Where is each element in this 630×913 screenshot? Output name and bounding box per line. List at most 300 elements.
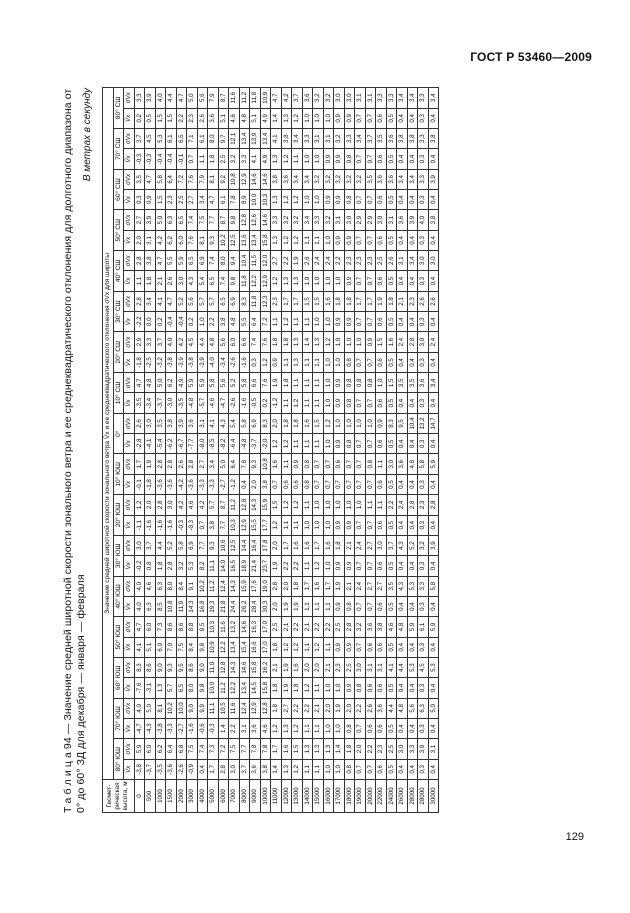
mean-value-cell: 2,0 xyxy=(271,596,282,616)
altitude-cell: 28000 xyxy=(407,780,418,813)
mean-value-cell: 1,0 xyxy=(323,108,334,128)
mean-value-cell: -1,2 xyxy=(229,474,240,494)
mean-value-cell: 6,5 xyxy=(208,271,219,291)
sigma-value-cell: 5,8 xyxy=(208,373,219,393)
mean-value-cell: 2,0 xyxy=(250,474,261,494)
mean-value-cell: -6,4 xyxy=(229,434,240,454)
mean-value-cell: 0,5 xyxy=(386,515,397,535)
sigma-value-cell: 4,3 xyxy=(397,576,408,596)
sigma-value-cell: 14,6 xyxy=(260,210,271,230)
mean-value-cell: 12,9 xyxy=(260,271,271,291)
mean-value-cell: -3,7 xyxy=(250,434,261,454)
mean-value-cell: -0,4 xyxy=(176,312,187,332)
mean-value-cell: 0,6 xyxy=(376,271,387,291)
mean-value-cell: 0,2 xyxy=(134,108,145,128)
sigma-value-cell: 3,3 xyxy=(418,576,429,596)
mean-value-cell: 0,6 xyxy=(376,434,387,454)
sigma-value-cell: 2,9 xyxy=(134,332,145,352)
mean-value-cell: 0,7 xyxy=(355,190,366,210)
mean-value-cell: 1,0 xyxy=(197,312,208,332)
sigma-value-cell: 3,1 xyxy=(355,87,366,108)
sigma-value-cell: 5,8 xyxy=(155,169,166,189)
sigma-value-cell: 1,9 xyxy=(334,698,345,718)
mean-value-cell: 1,8 xyxy=(155,556,166,576)
mean-value-cell: 1,1 xyxy=(313,352,324,372)
sigma-value-cell: 3,2 xyxy=(323,210,334,230)
sigma-value-cell: 3,8 xyxy=(428,129,439,149)
mean-value-cell: -3,8 xyxy=(187,352,198,372)
mean-value-cell: 1,9 xyxy=(292,596,303,616)
mean-value-cell: 0,5 xyxy=(386,474,397,494)
mean-value-cell: 4,3 xyxy=(187,271,198,291)
sigma-value-cell: 1,7 xyxy=(281,291,292,311)
sigma-value-cell: 4,4 xyxy=(197,332,208,352)
sigma-value-cell: 0,6 xyxy=(334,454,345,474)
mean-value-cell: 7,8 xyxy=(229,190,240,210)
mean-value-cell: 1,0 xyxy=(302,271,313,291)
sigma-value-cell: 5,6 xyxy=(187,291,198,311)
sigma-value-cell: 8,8 xyxy=(187,617,198,637)
mean-value-cell: -0,3 xyxy=(134,149,145,169)
altitude-cell: 14000 xyxy=(302,780,313,813)
latitude-header: 30° ЮШ xyxy=(113,535,124,576)
altitude-cell: 16000 xyxy=(323,780,334,813)
sigma-value-cell: 1,0 xyxy=(365,413,376,433)
sigma-value-cell: 3,8 xyxy=(281,129,292,149)
mean-value-cell: 5,1 xyxy=(145,637,156,657)
sigma-value-cell: 7,7 xyxy=(197,535,208,555)
mean-value-cell: 7,4 xyxy=(218,271,229,291)
sigma-value-cell: 6,1 xyxy=(166,129,177,149)
sigma-value-cell: 2,9 xyxy=(355,210,366,230)
sigma-value-cell: 9,3 xyxy=(250,454,261,474)
sigma-value-cell: 4,2 xyxy=(176,332,187,352)
mean-value-cell: 2,2 xyxy=(292,556,303,576)
altitude-cell: 6000 xyxy=(218,780,229,813)
mean-subheader: V̄x xyxy=(124,718,135,738)
mean-value-cell: 0,7 xyxy=(355,393,366,413)
altitude-cell: 500 xyxy=(145,780,156,813)
sigma-value-cell: 3,4 xyxy=(302,169,313,189)
mean-value-cell: 0,4 xyxy=(428,596,439,616)
mean-value-cell: 0,8 xyxy=(344,434,355,454)
mean-subheader: V̄x xyxy=(124,149,135,169)
mean-value-cell: 1,1 xyxy=(292,434,303,454)
mean-value-cell: 1,1 xyxy=(292,515,303,535)
sigma-value-cell: 7,3 xyxy=(155,617,166,637)
sigma-value-cell: 5,3 xyxy=(428,657,439,677)
mean-value-cell: 23,7 xyxy=(260,556,271,576)
mean-value-cell: 13,4 xyxy=(239,678,250,698)
mean-value-cell: 0,4 xyxy=(407,149,418,169)
mean-value-cell: 0,7 xyxy=(355,556,366,576)
mean-value-cell: 0,6 xyxy=(281,474,292,494)
mean-value-cell: -0,3 xyxy=(176,515,187,535)
sigma-value-cell: 1,6 xyxy=(281,739,292,759)
sigma-value-cell: 2,8 xyxy=(155,454,166,474)
sigma-value-cell: 2,2 xyxy=(281,251,292,271)
sigma-value-cell: 4,4 xyxy=(166,87,177,108)
sigma-value-cell: 6,3 xyxy=(418,698,429,718)
sigma-value-cell: 12,6 xyxy=(250,210,261,230)
mean-value-cell: 8,1 xyxy=(197,230,208,250)
sigma-value-cell: 1,8 xyxy=(292,413,303,433)
sigma-value-cell: 5,6 xyxy=(218,373,229,393)
sigma-value-cell: 2,3 xyxy=(376,739,387,759)
sigma-value-cell: 1,5 xyxy=(313,413,324,433)
mean-value-cell: 10,9 xyxy=(208,637,219,657)
mean-value-cell: 0,7 xyxy=(355,759,366,779)
sigma-value-cell: 1,9 xyxy=(292,251,303,271)
mean-value-cell: -8,2 xyxy=(218,434,229,454)
sigma-value-cell: 3,3 xyxy=(313,210,324,230)
sigma-value-cell: 2,5 xyxy=(386,739,397,759)
mean-value-cell: -4,3 xyxy=(145,718,156,738)
mean-value-cell: 0,8 xyxy=(145,556,156,576)
sigma-value-cell: 4,9 xyxy=(176,373,187,393)
sigma-subheader: σVx xyxy=(124,495,135,515)
mean-value-cell: -8,0 xyxy=(197,434,208,454)
mean-value-cell: 0,4 xyxy=(428,190,439,210)
sigma-value-cell: 4,4 xyxy=(155,535,166,555)
sigma-subheader: σVx xyxy=(124,87,135,108)
mean-value-cell: 1,1 xyxy=(302,352,313,372)
sigma-value-cell: 3,0 xyxy=(376,535,387,555)
sigma-value-cell: 3,8 xyxy=(407,129,418,149)
mean-value-cell: -3,3 xyxy=(197,474,208,494)
mean-value-cell: 1,2 xyxy=(292,108,303,128)
table-row xyxy=(355,87,366,812)
sigma-value-cell: 6,9 xyxy=(250,413,261,433)
sigma-value-cell: 2,6 xyxy=(365,698,376,718)
latitude-header: 30° СШ xyxy=(113,291,124,332)
sigma-value-cell: 8,6 xyxy=(176,617,187,637)
sigma-value-cell: 4,1 xyxy=(155,291,166,311)
mean-value-cell: 0,7 xyxy=(365,474,376,494)
sigma-value-cell: 7,2 xyxy=(218,739,229,759)
sigma-value-cell: 3,9 xyxy=(418,739,429,759)
mean-value-cell: -5,4 xyxy=(155,434,166,454)
mean-value-cell: 1,3 xyxy=(271,230,282,250)
mean-value-cell: -4,7 xyxy=(218,393,229,413)
sigma-value-cell: 5,2 xyxy=(176,291,187,311)
units-note: В метрах в секунду xyxy=(82,88,93,182)
sigma-subheader: σVx xyxy=(124,454,135,474)
mean-value-cell: 2,1 xyxy=(155,271,166,291)
sigma-value-cell: 1,1 xyxy=(281,454,292,474)
sigma-value-cell: 5,8 xyxy=(239,373,250,393)
mean-subheader: V̄x xyxy=(124,352,135,372)
sigma-value-cell: 1,8 xyxy=(271,332,282,352)
rotated-table-area xyxy=(62,88,550,813)
sigma-value-cell: 9,8 xyxy=(229,210,240,230)
sigma-value-cell: 3,5 xyxy=(155,413,166,433)
mean-value-cell: 0,4 xyxy=(428,434,439,454)
sigma-value-cell: 2,0 xyxy=(323,698,334,718)
sigma-value-cell: 1,3 xyxy=(313,739,324,759)
sigma-value-cell: 6,9 xyxy=(197,251,208,271)
sigma-value-cell: 3,1 xyxy=(428,739,439,759)
mean-subheader: V̄x xyxy=(124,596,135,616)
mean-value-cell: 0,9 xyxy=(334,596,345,616)
mean-value-cell: 2,3 xyxy=(166,190,177,210)
sigma-value-cell: 10,8 xyxy=(260,454,271,474)
mean-value-cell: 0,4 xyxy=(428,149,439,169)
sigma-value-cell: 12,0 xyxy=(260,251,271,271)
mean-value-cell: 0,4 xyxy=(428,759,439,779)
sigma-value-cell: 1,3 xyxy=(292,332,303,352)
mean-value-cell: -2,6 xyxy=(229,393,240,413)
mean-value-cell: 1,1 xyxy=(292,149,303,169)
sigma-value-cell: 8,1 xyxy=(155,698,166,718)
sigma-value-cell: 3,2 xyxy=(313,169,324,189)
sigma-value-cell: 5,9 xyxy=(407,617,418,637)
mean-value-cell: 0,7 xyxy=(365,759,376,779)
sigma-value-cell: 2,6 xyxy=(134,413,145,433)
sigma-value-cell: 10,8 xyxy=(229,169,240,189)
mean-value-cell: -0,4 xyxy=(166,312,177,332)
mean-value-cell: 1,4 xyxy=(218,718,229,738)
mean-value-cell: 0,6 xyxy=(376,759,387,779)
sigma-value-cell: 4,0 xyxy=(134,576,145,596)
latitude-header: 50° ЮШ xyxy=(113,617,124,658)
mean-value-cell: 1,0 xyxy=(313,190,324,210)
latitude-header: 70° ЮШ xyxy=(113,698,124,739)
mean-value-cell: 6,3 xyxy=(145,596,156,616)
mean-value-cell: 0,9 xyxy=(271,352,282,372)
sigma-value-cell: 4,5 xyxy=(145,129,156,149)
mean-value-cell: 0,5 xyxy=(386,434,397,454)
mean-value-cell: 1,0 xyxy=(334,718,345,738)
sigma-value-cell: 5,9 xyxy=(187,373,198,393)
mean-value-cell: 1,0 xyxy=(323,678,334,698)
sigma-value-cell: 4,3 xyxy=(397,535,408,555)
sigma-subheader: σVx xyxy=(124,698,135,718)
altitude-cell: 26000 xyxy=(397,780,408,813)
sigma-value-cell: 7,4 xyxy=(197,739,208,759)
sigma-value-cell: 5,0 xyxy=(155,210,166,230)
mean-value-cell: 0,7 xyxy=(355,108,366,128)
sigma-value-cell: 3,9 xyxy=(407,210,418,230)
mean-value-cell: 8,0 xyxy=(187,678,198,698)
sigma-value-cell: 2,0 xyxy=(271,413,282,433)
sigma-value-cell: 1,7 xyxy=(323,576,334,596)
mean-value-cell: 1,3 xyxy=(281,759,292,779)
mean-value-cell: 1,0 xyxy=(302,190,313,210)
sigma-value-cell: 3,3 xyxy=(386,87,397,108)
mean-value-cell: 0,7 xyxy=(365,515,376,535)
sigma-value-cell: 5,8 xyxy=(428,576,439,596)
mean-value-cell: 0,4 xyxy=(407,718,418,738)
sigma-value-cell: 11,6 xyxy=(229,87,240,108)
wind-speed-table xyxy=(102,87,439,813)
mean-value-cell: 0,4 xyxy=(397,271,408,291)
mean-value-cell: 0,9 xyxy=(334,556,345,576)
mean-value-cell: 1,0 xyxy=(323,312,334,332)
sigma-value-cell: 7,1 xyxy=(187,129,198,149)
sigma-value-cell: 3,2 xyxy=(344,169,355,189)
mean-value-cell: 11,8 xyxy=(239,271,250,291)
mean-value-cell: 3,3 xyxy=(239,149,250,169)
mean-value-cell: -3,8 xyxy=(155,718,166,738)
sigma-value-cell: 2,4 xyxy=(355,576,366,596)
sigma-value-cell: 2,5 xyxy=(334,617,345,637)
sigma-value-cell: 6,3 xyxy=(166,210,177,230)
mean-value-cell: 0,4 xyxy=(397,149,408,169)
sigma-value-cell: 3,7 xyxy=(145,535,156,555)
sigma-value-cell: 3,1 xyxy=(334,210,345,230)
sigma-value-cell: 2,5 xyxy=(376,251,387,271)
sigma-value-cell: 7,2 xyxy=(176,169,187,189)
mean-value-cell: 1,1 xyxy=(313,434,324,454)
latitude-header: 50° СШ xyxy=(113,210,124,251)
sigma-value-cell: 0,7 xyxy=(344,454,355,474)
mean-value-cell: 7,5 xyxy=(176,637,187,657)
mean-value-cell: 1,0 xyxy=(323,718,334,738)
sigma-value-cell: 2,3 xyxy=(355,251,366,271)
sigma-value-cell: 17,0 xyxy=(260,617,271,637)
mean-value-cell: 1,1 xyxy=(281,352,292,372)
sigma-value-cell: 15,9 xyxy=(260,495,271,515)
mean-value-cell: 1,2 xyxy=(281,312,292,332)
sigma-value-cell: 5,7 xyxy=(208,495,219,515)
mean-value-cell: 1,1 xyxy=(313,230,324,250)
sigma-value-cell: 1,1 xyxy=(292,373,303,393)
sigma-value-cell: 1,2 xyxy=(292,495,303,515)
sigma-value-cell: 7,7 xyxy=(208,210,219,230)
sigma-value-cell: 6,4 xyxy=(166,739,177,759)
mean-value-cell: 0,4 xyxy=(428,352,439,372)
table-row xyxy=(302,87,313,812)
latitude-header: 20° СШ xyxy=(113,332,124,373)
mean-value-cell: 0,6 xyxy=(376,108,387,128)
mean-value-cell: 0,5 xyxy=(386,556,397,576)
sigma-value-cell: 1,1 xyxy=(365,495,376,515)
sigma-value-cell: 8,0 xyxy=(166,576,177,596)
mean-value-cell: 0,9 xyxy=(334,312,345,332)
mean-value-cell: 15,8 xyxy=(260,230,271,250)
sigma-value-cell: 3,8 xyxy=(271,169,282,189)
mean-value-cell: 1,1 xyxy=(134,271,145,291)
mean-value-cell: 3,8 xyxy=(260,759,271,779)
mean-value-cell: 0,3 xyxy=(418,678,429,698)
mean-value-cell: -3,6 xyxy=(166,474,177,494)
sigma-value-cell: 2,7 xyxy=(197,454,208,474)
sigma-value-cell: 3,1 xyxy=(365,657,376,677)
sigma-value-cell: 1,6 xyxy=(313,576,324,596)
sigma-value-cell: 3,1 xyxy=(323,129,334,149)
sigma-value-cell: 16,3 xyxy=(250,617,261,637)
mean-value-cell: 2,6 xyxy=(197,108,208,128)
sigma-value-cell: 14,3 xyxy=(229,576,240,596)
sigma-value-cell: 4,5 xyxy=(418,657,429,677)
sigma-value-cell: 3,5 xyxy=(386,576,397,596)
mean-value-cell: 0,3 xyxy=(418,271,429,291)
sigma-value-cell: 7,8 xyxy=(250,739,261,759)
sigma-value-cell: 1,5 xyxy=(376,332,387,352)
sigma-value-cell: 3,7 xyxy=(292,87,303,108)
mean-value-cell: 0,3 xyxy=(418,230,429,250)
mean-value-cell: 0,4 xyxy=(239,474,250,494)
sigma-value-cell: 6,2 xyxy=(155,739,166,759)
mean-value-cell: 4,1 xyxy=(134,637,145,657)
mean-value-cell: 0,3 xyxy=(418,312,429,332)
mean-value-cell: 0,4 xyxy=(397,312,408,332)
altitude-cell: 15000 xyxy=(313,780,324,813)
mean-value-cell: 0,7 xyxy=(355,149,366,169)
sigma-value-cell: 2,2 xyxy=(365,739,376,759)
sigma-value-cell: 1,6 xyxy=(323,291,334,311)
table-row xyxy=(407,87,418,812)
mean-value-cell: 0,7 xyxy=(323,474,334,494)
sigma-value-cell: 6,6 xyxy=(239,332,250,352)
table-row xyxy=(134,87,145,812)
sigma-value-cell: 5,9 xyxy=(428,617,439,637)
mean-value-cell: 1,0 xyxy=(334,352,345,372)
table-row xyxy=(323,87,334,812)
sigma-value-cell: 3,3 xyxy=(418,129,429,149)
mean-value-cell: 0,4 xyxy=(407,352,418,372)
mean-value-cell: -0,3 xyxy=(208,718,219,738)
mean-value-cell: 1,1 xyxy=(302,596,313,616)
sigma-value-cell: 2,2 xyxy=(292,698,303,718)
mean-value-cell: 0,3 xyxy=(418,718,429,738)
sigma-value-cell: 3,2 xyxy=(323,169,334,189)
mean-value-cell: -0,5 xyxy=(250,393,261,413)
sigma-value-cell: 3,3 xyxy=(302,129,313,149)
sigma-value-cell: 13,9 xyxy=(250,129,261,149)
mean-value-cell: -0,3 xyxy=(145,149,156,169)
mean-value-cell: 0,5 xyxy=(386,393,397,413)
table-row xyxy=(229,87,240,812)
sigma-value-cell: 3,0 xyxy=(134,535,145,555)
sigma-value-cell: 2,2 xyxy=(386,495,397,515)
sigma-value-cell: 2,0 xyxy=(302,657,313,677)
mean-value-cell: -0,4 xyxy=(166,149,177,169)
sigma-value-cell: 4,8 xyxy=(208,332,219,352)
sigma-value-cell: 12,5 xyxy=(229,535,240,555)
altitude-cell: 22000 xyxy=(376,780,387,813)
mean-value-cell: 0,9 xyxy=(334,230,345,250)
mean-value-cell: 0,5 xyxy=(386,108,397,128)
sigma-value-cell: 12,9 xyxy=(250,698,261,718)
mean-value-cell: 9,3 xyxy=(208,230,219,250)
sigma-value-cell: 1,8 xyxy=(292,576,303,596)
sigma-value-cell: 9,5 xyxy=(176,657,187,677)
sigma-value-cell: 17,8 xyxy=(260,535,271,555)
sigma-value-cell: 1,8 xyxy=(386,291,397,311)
sigma-value-cell: 14,6 xyxy=(239,617,250,637)
mean-value-cell: 0,3 xyxy=(418,556,429,576)
mean-value-cell: -0,6 xyxy=(197,718,208,738)
mean-value-cell: 0,0 xyxy=(145,312,156,332)
sigma-value-cell: 1,6 xyxy=(302,535,313,555)
sigma-value-cell: 6,1 xyxy=(197,129,208,149)
mean-value-cell: 17,7 xyxy=(260,515,271,535)
mean-value-cell: 4,7 xyxy=(208,190,219,210)
mean-value-cell: 1,0 xyxy=(313,515,324,535)
mean-value-cell: -4,8 xyxy=(239,434,250,454)
mean-value-cell: 1,1 xyxy=(313,393,324,413)
sigma-value-cell: 9,5 xyxy=(397,413,408,433)
sigma-value-cell: 1,2 xyxy=(281,495,292,515)
sigma-value-cell: 3,4 xyxy=(428,373,439,393)
mean-value-cell: 24,4 xyxy=(229,596,240,616)
mean-value-cell: 0,6 xyxy=(376,149,387,169)
mean-value-cell: 0,8 xyxy=(344,596,355,616)
mean-value-cell: 0,3 xyxy=(418,515,429,535)
mean-value-cell: -4,7 xyxy=(134,718,145,738)
